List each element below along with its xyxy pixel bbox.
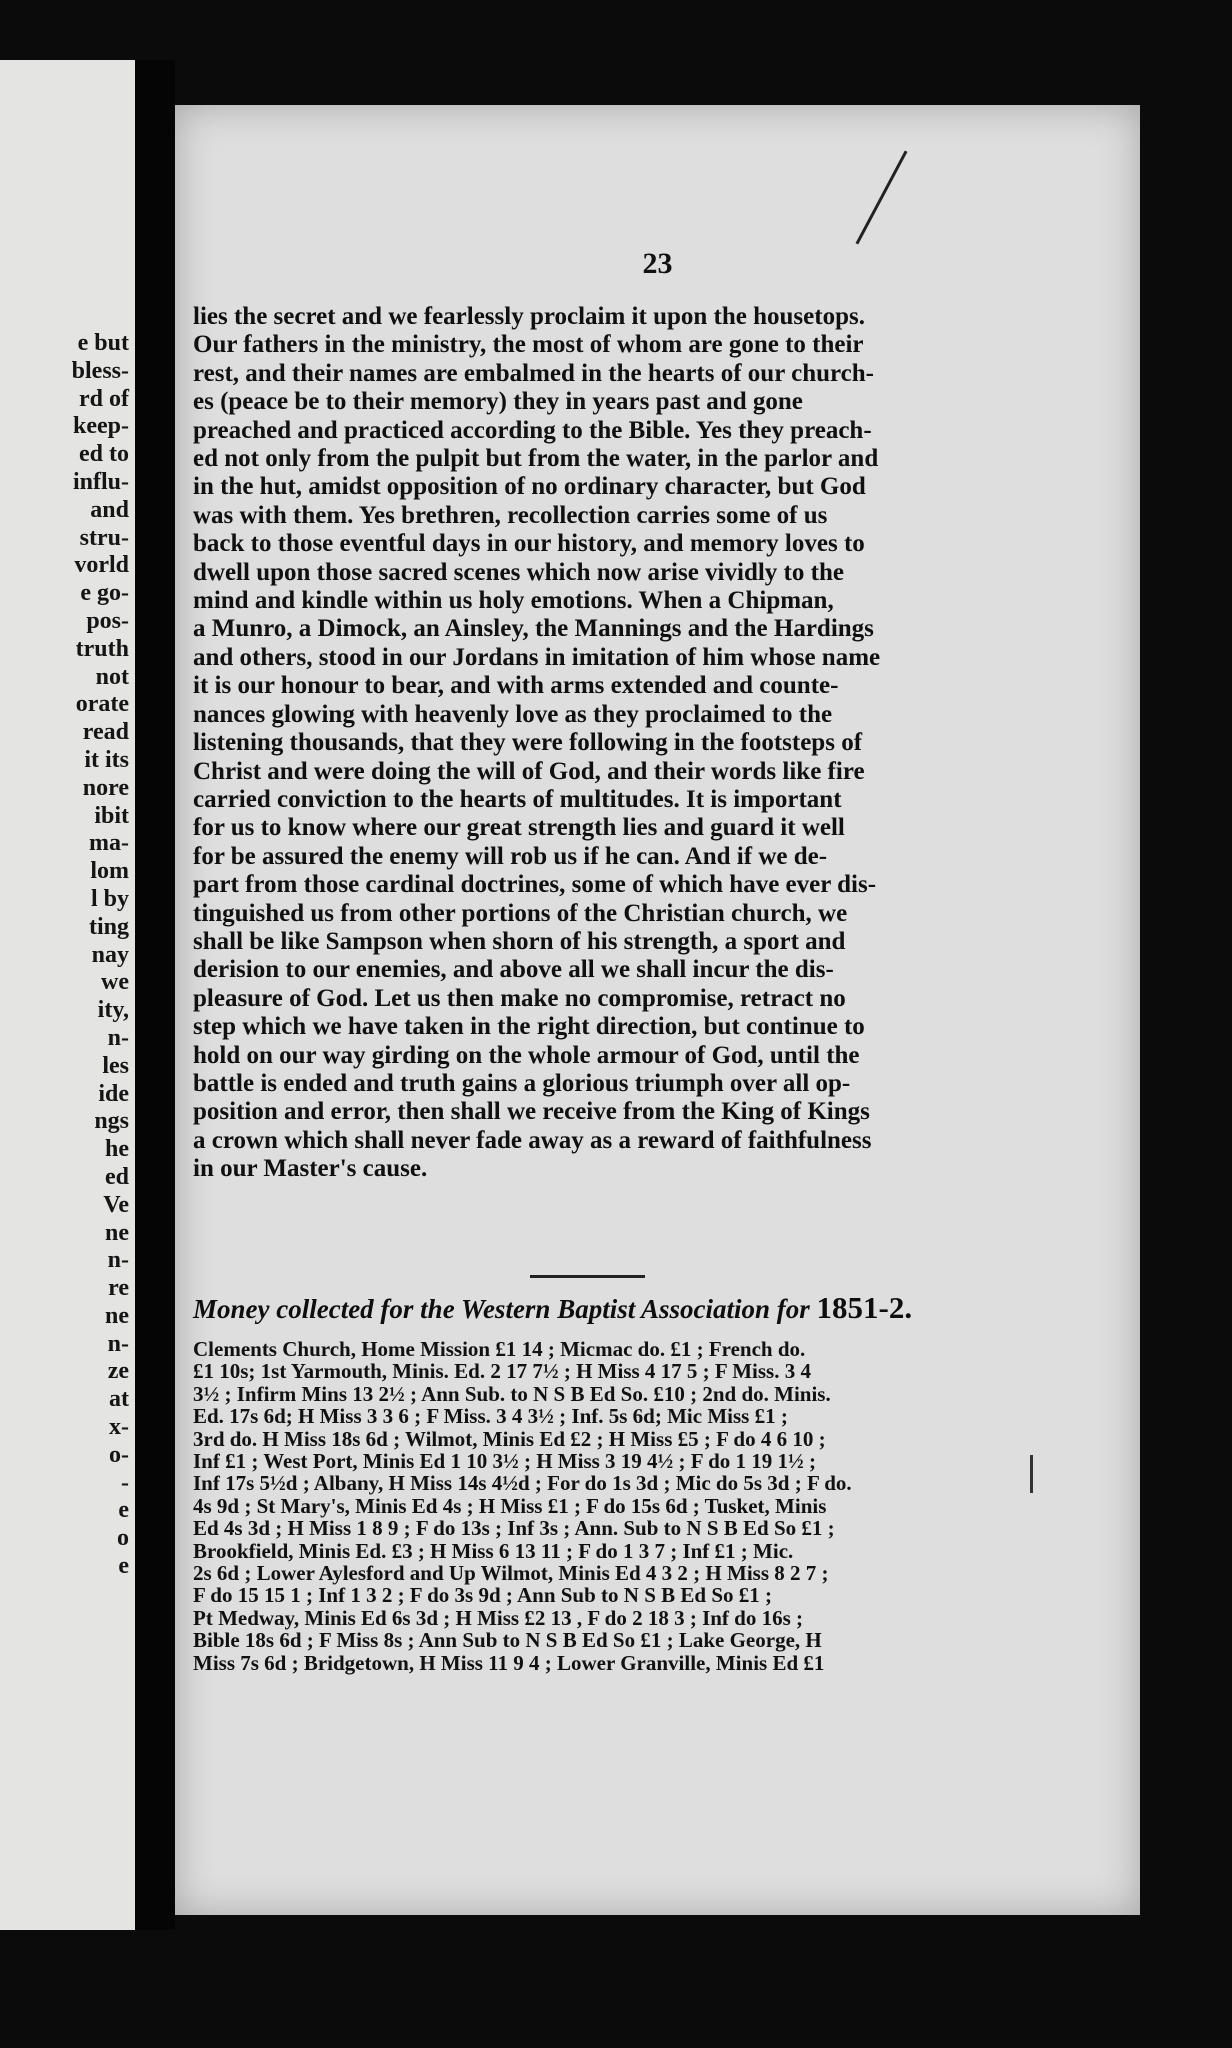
- left-page-fragment-line: ity,: [97, 997, 129, 1024]
- left-page-fragment-line: n-: [107, 1024, 129, 1051]
- section-divider: [530, 1275, 645, 1278]
- section-heading-year: 1851-2.: [816, 1290, 913, 1325]
- left-page-fragment-line: ne: [105, 1219, 129, 1246]
- left-page-fragment-line: read: [82, 719, 129, 746]
- left-page-fragment-line: les: [102, 1052, 129, 1079]
- left-page-fragment-line: e: [118, 1553, 129, 1580]
- body-paragraph: lies the secret and we fearlessly proclaim it upon the housetops. Our fathers in the ministry, the most of whom are gone to their rest, and their names are embalmed in the hearts of our church- es (peace be to their memory) they in years past and gone preached and practiced according to the Bible. Yes they preach- ed not only from the pulpit but from the water, in the parlor and in the hut, amidst opposition of no ordinary character, but God was with them. Yes brethren, recollection carries some of us back to those eventful days in our history, and memory loves to dwell upon those sacred scenes which now arise vividly to the mind and kindle within us holy emotions. When a Chipman, a Munro, a Dimock, an Ainsley, the Mannings and the Hardings and others, stood in our Jordans in imitation of him whose name it is our honour to bear, and with arms extended and counte- nances glowing with heavenly love as they proclaimed to the listening thousands, that they were following in the footsteps of Christ and were doing the will of God, and their words like fire carried conviction to the hearts of multitudes. It is important for us to know where our great strength lies and guard it well for be assured the enemy will rob us if he can. And if we de- part from those cardinal doctrines, some of which have ever dis- tinguished us from other portions of the Christian church, we shall be like Sampson when shorn of his strength, a sport and derision to our enemies, and above all we shall incur the dis- pleasure of God. Let us then make no compromise, retract no step which we have taken in the right direction, but continue to hold on our way girding on the whole armour of God, until the battle is ended and truth gains a glorious triumph over all op- position and error, then shall we receive from the King of Kings a crown which shall never fade away as a reward of faithfulness in our Master's cause.: [193, 303, 881, 1183]
- left-page-fragment-line: he: [105, 1136, 129, 1163]
- left-page-fragment-line: nay: [91, 941, 129, 968]
- page-number: 23: [642, 247, 673, 280]
- left-page-fragment-line: pos-: [86, 607, 129, 634]
- section-heading: [193, 1290, 1043, 1326]
- left-page-fragment-line: ne: [105, 1302, 129, 1329]
- left-page-fragment-line: nore: [82, 774, 129, 801]
- left-page-fragment-line: e: [118, 1497, 129, 1524]
- section-heading-text: Money collected for the Western Baptist Association for: [193, 1294, 810, 1324]
- left-page-fragment-line: it its: [84, 746, 129, 773]
- left-page-fragment-line: ibit: [94, 802, 129, 829]
- left-page-fragment-line: not: [95, 663, 129, 690]
- left-page-fragment-line: vorld: [74, 552, 129, 579]
- left-page-fragment-line: o: [117, 1525, 129, 1552]
- left-page-fragment-line: we: [101, 969, 129, 996]
- left-page-fragment: [0, 60, 135, 1930]
- left-page-fragment-line: l by: [90, 885, 129, 912]
- left-page-fragment-line: ed: [105, 1163, 129, 1190]
- money-collected-list: Clements Church, Home Mission £1 14 ; Micmac do. £1 ; French do. £1 10s; 1st Yarmouth, Minis. Ed. 2 17 7½ ; H Miss 4 17 5 ; F Miss. 3 4 3½ ; Infirm Mins 13 2½ ; Ann Sub. to N S B Ed So. £10 ; 2nd do. Minis. Ed. 17s 6d; H Miss 3 3 6 ; F Miss. 3 4 3½ ; Inf. 5s 6d; Mic Miss £1 ; 3rd do. H Miss 18s 6d ; Wilmot, Minis Ed £2 ; H Miss £5 ; F do 4 6 10 ; Inf £1 ; West Port, Minis Ed 1 10 3½ ; H Miss 3 19 4½ ; F do 1 19 1½ ; Inf 17s 5½d ; Albany, H Miss 14s 4½d ; For do 1s 3d ; Mic do 5s 3d ; F do. 4s 9d ; St Mary's, Minis Ed 4s ; H Miss £1 ; F do 15s 6d ; Tusket, Minis Ed 4s 3d ; H Miss 1 8 9 ; F do 13s ; Inf 3s ; Ann. Sub to N S B Ed So £1 ; Brookfield, Minis Ed. £3 ; H Miss 6 13 11 ; F do 1 3 7 ; Inf £1 ; Mic. 2s 6d ; Lower Aylesford and Up Wilmot, Minis Ed 4 3 2 ; H Miss 8 2 7 ; F do 15 15 1 ; Inf 1 3 2 ; F do 3s 9d ; Ann Sub to N S B Ed So £1 ; Pt Medway, Minis Ed 6s 3d ; H Miss £2 13 , F do 2 18 3 ; Inf do 16s ; Bible 18s 6d ; F Miss 8s ; Ann Sub to N S B Ed So £1 ; Lake George, H Miss 7s 6d ; Bridgetown, H Miss 11 9 4 ; Lower Granville, Minis Ed £1: [193, 1337, 852, 1675]
- left-page-fragment-line: re: [108, 1275, 129, 1302]
- left-page-fragment-line: n-: [107, 1247, 129, 1274]
- left-page-fragment-line: at: [109, 1386, 129, 1413]
- left-page-fragment-line: bless-: [71, 357, 129, 384]
- left-page-fragment-line: lom: [90, 858, 129, 885]
- left-page-fragment-line: keep-: [73, 413, 129, 440]
- left-page-fragment-line: e go-: [80, 580, 129, 607]
- pen-stroke-mark: [856, 150, 908, 244]
- left-page-fragment-line: x-: [109, 1414, 129, 1441]
- left-page-fragment-line: rd of: [79, 385, 129, 412]
- left-page-fragment-line: ma-: [89, 830, 129, 857]
- left-page-text: [0, 330, 135, 1581]
- left-page-fragment-line: ngs: [94, 1108, 129, 1135]
- left-page-fragment-line: ed to: [79, 441, 129, 468]
- left-page-fragment-line: ting: [88, 913, 129, 940]
- left-page-fragment-line: ide: [98, 1080, 129, 1107]
- left-page-fragment-line: e but: [77, 330, 129, 356]
- left-page-fragment-line: -: [121, 1469, 129, 1496]
- left-page-fragment-line: and: [90, 496, 129, 523]
- left-page-fragment-line: Ve: [103, 1191, 129, 1218]
- left-page-fragment-line: stru-: [79, 524, 129, 551]
- left-page-fragment-line: ze: [107, 1358, 129, 1385]
- book-gutter: [135, 60, 175, 1930]
- left-page-fragment-line: orate: [75, 691, 129, 718]
- bracket-mark: [1030, 1455, 1033, 1493]
- left-page-fragment-line: influ-: [72, 468, 129, 495]
- left-page-fragment-line: truth: [75, 635, 129, 662]
- left-page-fragment-line: n-: [107, 1330, 129, 1357]
- left-page-fragment-line: o-: [109, 1441, 129, 1468]
- right-page: [175, 105, 1140, 1915]
